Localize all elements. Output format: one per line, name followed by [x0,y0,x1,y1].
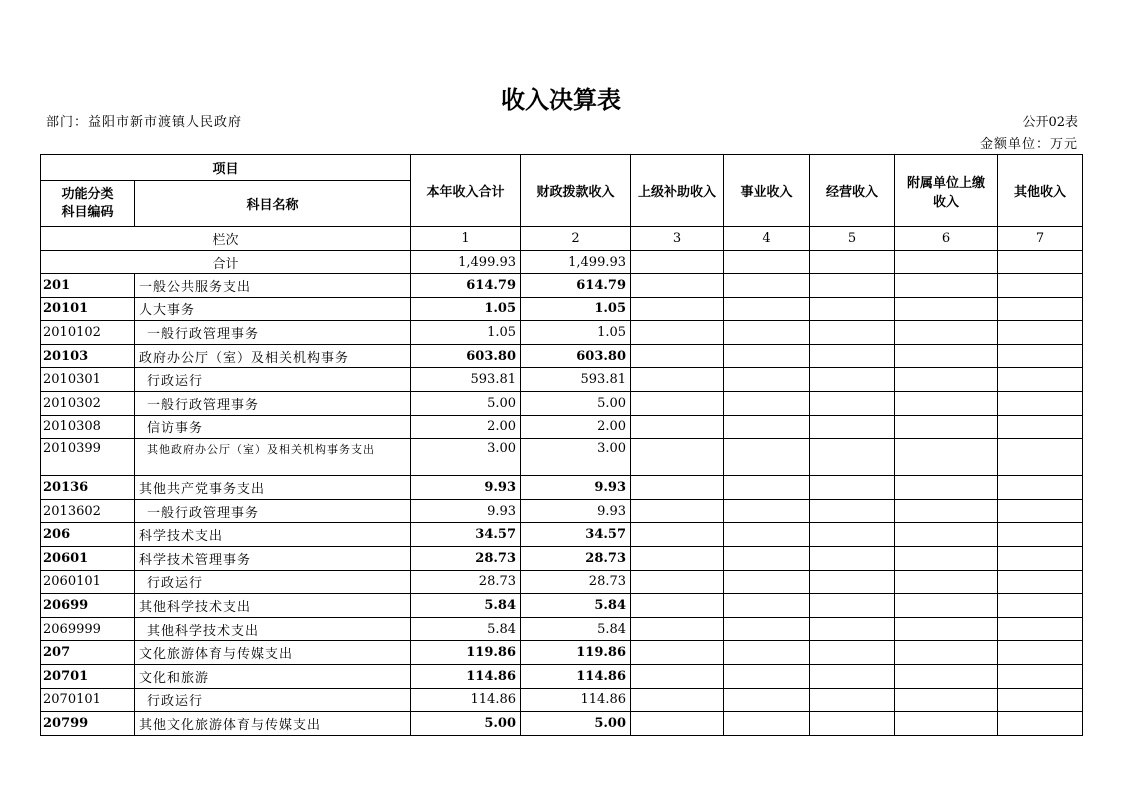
serial-6: 6 [895,227,998,251]
empty-cell [998,570,1083,594]
header-item: 项目 [41,155,411,181]
row-total: 114.86 [411,664,521,688]
empty-cell [724,570,810,594]
empty-cell [810,321,895,345]
row-name: 人大事务 [135,297,411,321]
table-row [41,712,1083,736]
empty-cell [724,664,810,688]
row-fiscal: 2.00 [521,415,631,439]
row-name: 科学技术支出 [135,523,411,547]
table-row [41,570,1083,594]
row-name: 行政运行 [135,688,411,712]
table-row [41,546,1083,570]
empty-cell [810,641,895,665]
empty-cell [631,391,724,415]
empty-cell [895,641,998,665]
table-row [41,617,1083,641]
empty-cell [724,712,810,736]
header-col-1: 本年收入合计 [411,155,521,227]
empty-cell [998,274,1083,298]
empty-cell [724,688,810,712]
empty-cell [810,344,895,368]
header-func-code: 功能分类 科目编码 [41,181,135,227]
row-code: 20136 [41,476,135,500]
empty-cell [724,439,810,476]
empty-cell [631,297,724,321]
header-col-6: 附属单位上缴 收入 [895,155,998,227]
row-code: 2060101 [41,570,135,594]
empty-cell [998,641,1083,665]
table-row [41,499,1083,523]
row-code: 2070101 [41,688,135,712]
row-fiscal: 119.86 [521,641,631,665]
empty-cell [998,688,1083,712]
row-fiscal: 9.93 [521,499,631,523]
row-name: 文化和旅游 [135,664,411,688]
row-name: 其他共产党事务支出 [135,476,411,500]
empty-cell [631,499,724,523]
row-total: 34.57 [411,523,521,547]
row-code: 2010308 [41,415,135,439]
row-fiscal: 614.79 [521,274,631,298]
empty-cell [998,664,1083,688]
empty-cell [631,712,724,736]
empty-cell [810,712,895,736]
row-code: 20701 [41,664,135,688]
empty-cell [631,688,724,712]
header-subject-name: 科目名称 [135,181,411,227]
serial-1: 1 [411,227,521,251]
empty-cell [631,439,724,476]
header-col-2: 财政拨款收入 [521,155,631,227]
empty-cell [631,274,724,298]
empty-cell [998,344,1083,368]
row-fiscal: 114.86 [521,664,631,688]
empty-cell [998,439,1083,476]
empty-cell [724,321,810,345]
empty-cell [724,368,810,392]
table-row [41,391,1083,415]
empty-cell [895,499,998,523]
table-row [41,523,1083,547]
empty-cell [810,415,895,439]
empty-cell [895,391,998,415]
empty-cell [631,570,724,594]
serial-4: 4 [724,227,810,251]
row-fiscal: 1.05 [521,321,631,345]
row-code: 2069999 [41,617,135,641]
income-table [40,154,1083,736]
empty-cell [998,546,1083,570]
serial-2: 2 [521,227,631,251]
row-code: 20799 [41,712,135,736]
empty-cell [895,617,998,641]
row-total: 614.79 [411,274,521,298]
empty-cell [631,476,724,500]
row-total: 5.84 [411,594,521,618]
row-code: 20101 [41,297,135,321]
row-fiscal: 9.93 [521,476,631,500]
total-row [41,251,1083,274]
table-row [41,415,1083,439]
serial-5: 5 [810,227,895,251]
row-name: 其他政府办公厅（室）及相关机构事务支出 [135,439,411,476]
row-code: 2010302 [41,391,135,415]
row-fiscal: 3.00 [521,439,631,476]
row-fiscal: 1.05 [521,297,631,321]
empty-cell [724,476,810,500]
table-row [41,594,1083,618]
row-fiscal: 5.00 [521,391,631,415]
empty-cell [998,523,1083,547]
empty-cell [895,570,998,594]
empty-cell [810,297,895,321]
row-total: 2.00 [411,415,521,439]
row-code: 206 [41,523,135,547]
table-row [41,688,1083,712]
empty-cell [895,664,998,688]
empty-cell [810,594,895,618]
empty-cell [724,274,810,298]
row-name: 其他科学技术支出 [135,617,411,641]
empty-cell [998,415,1083,439]
empty-cell [895,439,998,476]
empty-cell [895,368,998,392]
empty-cell [810,664,895,688]
empty-cell [810,570,895,594]
empty-cell [724,617,810,641]
empty-cell [810,391,895,415]
empty-cell [631,664,724,688]
empty-cell [810,688,895,712]
row-total: 5.00 [411,391,521,415]
empty-cell [895,476,998,500]
table-row [41,368,1083,392]
total-label: 合计 [41,251,411,274]
empty-cell [895,523,998,547]
empty-cell [895,712,998,736]
empty-cell [895,594,998,618]
empty-cell [810,617,895,641]
row-fiscal: 28.73 [521,570,631,594]
empty-cell [998,321,1083,345]
table-row [41,321,1083,345]
empty-cell [810,523,895,547]
row-total: 5.84 [411,617,521,641]
row-total: 603.80 [411,344,521,368]
row-total: 5.00 [411,712,521,736]
table-row [41,476,1083,500]
row-fiscal: 5.00 [521,712,631,736]
row-fiscal: 5.84 [521,594,631,618]
empty-cell [810,439,895,476]
serial-label: 栏次 [41,227,411,251]
empty-cell [724,297,810,321]
empty-cell [724,344,810,368]
row-name: 一般公共服务支出 [135,274,411,298]
serial-3: 3 [631,227,724,251]
empty-cell [631,344,724,368]
empty-cell [631,617,724,641]
row-code: 2013602 [41,499,135,523]
department-label: 部门：益阳市新市渡镇人民政府 [46,115,243,130]
row-fiscal: 5.84 [521,617,631,641]
empty-cell [895,297,998,321]
row-name: 其他科学技术支出 [135,594,411,618]
empty-cell [810,368,895,392]
total-income: 1,499.93 [411,251,521,274]
row-name: 一般行政管理事务 [135,391,411,415]
row-name: 其他文化旅游体育与传媒支出 [135,712,411,736]
empty-cell [631,523,724,547]
serial-7: 7 [998,227,1083,251]
row-name: 一般行政管理事务 [135,321,411,345]
row-code: 20601 [41,546,135,570]
row-total: 28.73 [411,570,521,594]
row-code: 2010102 [41,321,135,345]
empty-cell [895,344,998,368]
empty-cell [810,499,895,523]
empty-cell [724,546,810,570]
empty-cell [724,415,810,439]
row-name: 政府办公厅（室）及相关机构事务 [135,344,411,368]
empty-cell [998,712,1083,736]
row-code: 2010399 [41,439,135,476]
row-code: 20699 [41,594,135,618]
row-total: 1.05 [411,297,521,321]
row-fiscal: 603.80 [521,344,631,368]
row-fiscal: 28.73 [521,546,631,570]
empty-cell [810,476,895,500]
row-name: 一般行政管理事务 [135,499,411,523]
row-fiscal: 114.86 [521,688,631,712]
amount-unit: 金额单位：万元 [979,137,1078,152]
empty-cell [724,523,810,547]
empty-cell [724,594,810,618]
empty-cell [631,546,724,570]
total-fiscal: 1,499.93 [521,251,631,274]
row-code: 207 [41,641,135,665]
empty-cell [631,368,724,392]
empty-cell [631,641,724,665]
row-total: 9.93 [411,476,521,500]
header-col-3: 上级补助收入 [631,155,724,227]
row-fiscal: 34.57 [521,523,631,547]
header-col-7: 其他收入 [998,155,1083,227]
table-row [41,274,1083,298]
empty-cell [895,321,998,345]
empty-cell [998,617,1083,641]
table-row [41,344,1083,368]
empty-cell [631,321,724,345]
row-total: 593.81 [411,368,521,392]
table-row [41,297,1083,321]
empty-cell [895,415,998,439]
empty-cell [724,391,810,415]
row-code: 201 [41,274,135,298]
row-name: 科学技术管理事务 [135,546,411,570]
empty-cell [998,391,1083,415]
empty-cell [998,594,1083,618]
table-row [41,664,1083,688]
header-col-5: 经营收入 [810,155,895,227]
empty-cell [724,641,810,665]
form-number: 公开02表 [1022,115,1078,130]
row-name: 行政运行 [135,570,411,594]
row-total: 114.86 [411,688,521,712]
row-total: 119.86 [411,641,521,665]
row-total: 3.00 [411,439,521,476]
empty-cell [895,274,998,298]
row-name: 信访事务 [135,415,411,439]
row-name: 行政运行 [135,368,411,392]
empty-cell [724,499,810,523]
empty-cell [631,594,724,618]
empty-cell [998,368,1083,392]
empty-cell [998,476,1083,500]
serial-row [41,227,1083,251]
page-title: 收入决算表 [501,86,621,114]
row-total: 28.73 [411,546,521,570]
empty-cell [998,297,1083,321]
row-total: 1.05 [411,321,521,345]
empty-cell [810,546,895,570]
row-fiscal: 593.81 [521,368,631,392]
empty-cell [631,415,724,439]
table-row [41,641,1083,665]
header-col-4: 事业收入 [724,155,810,227]
empty-cell [895,546,998,570]
row-total: 9.93 [411,499,521,523]
row-code: 20103 [41,344,135,368]
empty-cell [895,688,998,712]
table-row [41,439,1083,476]
empty-cell [810,274,895,298]
row-name: 文化旅游体育与传媒支出 [135,641,411,665]
row-code: 2010301 [41,368,135,392]
empty-cell [998,499,1083,523]
